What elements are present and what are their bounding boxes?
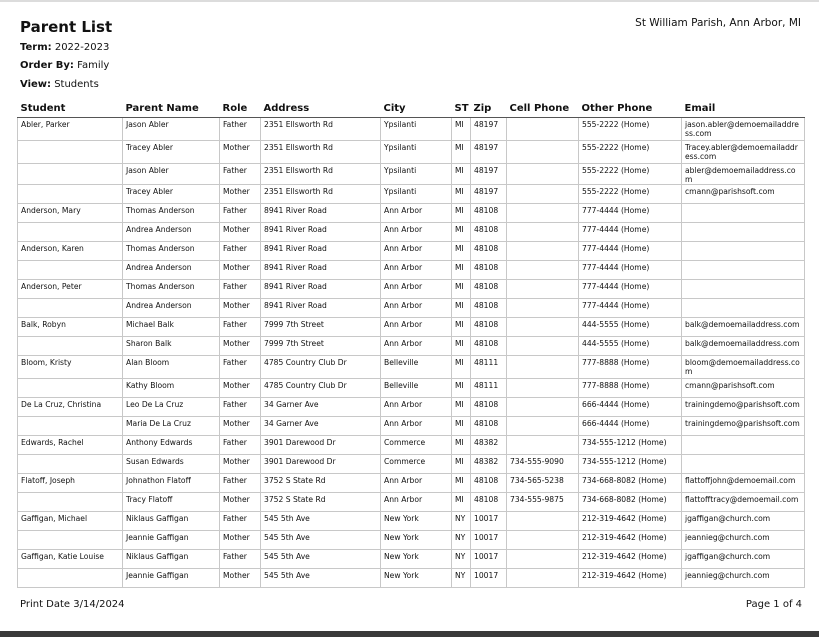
cell-state: MI [452,474,471,493]
table-row [18,261,805,280]
cell-other-phone: 212-319-4642 (Home) [579,569,682,588]
cell-role: Mother [220,261,261,280]
cell-parent-name: Thomas Anderson [123,204,220,223]
term-line [20,42,109,53]
cell-student [18,164,123,185]
cell-cell-phone [507,280,579,299]
cell-state: MI [452,223,471,242]
cell-zip: 48108 [471,493,507,512]
cell-role: Mother [220,337,261,356]
cell-role: Father [220,204,261,223]
cell-address: 8941 River Road [261,242,381,261]
cell-city: Commerce [381,455,452,474]
table-row [18,185,805,204]
cell-address: 3752 S State Rd [261,493,381,512]
cell-city: New York [381,512,452,531]
cell-student [18,531,123,550]
parish-name: St William Parish, Ann Arbor, MI [635,17,801,29]
cell-state: NY [452,531,471,550]
cell-parent-name: Andrea Anderson [123,299,220,318]
cell-address: 8941 River Road [261,223,381,242]
table-row [18,318,805,337]
cell-state: MI [452,417,471,436]
cell-role: Mother [220,185,261,204]
header-other-phone: Other Phone [579,98,682,118]
cell-state: NY [452,550,471,569]
cell-state: MI [452,141,471,164]
cell-student: De La Cruz, Christina [18,398,123,417]
table-row [18,398,805,417]
cell-student: Bloom, Kristy [18,356,123,379]
view-label: View: [20,79,52,90]
table-body [18,118,805,588]
cell-city: New York [381,531,452,550]
cell-role: Mother [220,141,261,164]
cell-email: abler@demoemailaddress.com [682,164,805,185]
cell-cell-phone [507,417,579,436]
cell-cell-phone [507,261,579,280]
cell-student [18,493,123,512]
cell-student: Flatoff, Joseph [18,474,123,493]
cell-state: MI [452,356,471,379]
cell-parent-name: Sharon Balk [123,337,220,356]
cell-state: MI [452,118,471,141]
cell-other-phone: 777-4444 (Home) [579,261,682,280]
cell-cell-phone [507,512,579,531]
order-value: Family [77,60,110,71]
cell-student: Gaffigan, Katie Louise [18,550,123,569]
table-row [18,474,805,493]
cell-role: Father [220,512,261,531]
cell-address: 3901 Darewood Dr [261,436,381,455]
cell-city: Ypsilanti [381,141,452,164]
cell-student [18,299,123,318]
table-row [18,118,805,141]
table-row [18,550,805,569]
cell-parent-name: Jason Abler [123,118,220,141]
cell-parent-name: Johnathon Flatoff [123,474,220,493]
order-label: Order By: [20,60,74,71]
cell-city: Ann Arbor [381,417,452,436]
table-row [18,493,805,512]
cell-role: Mother [220,299,261,318]
cell-parent-name: Andrea Anderson [123,261,220,280]
cell-address: 4785 Country Club Dr [261,356,381,379]
cell-email [682,242,805,261]
cell-city: Ann Arbor [381,493,452,512]
cell-other-phone: 555-2222 (Home) [579,118,682,141]
cell-other-phone: 777-4444 (Home) [579,223,682,242]
cell-parent-name: Tracey Abler [123,185,220,204]
cell-email: cmann@parishsoft.com [682,185,805,204]
cell-parent-name: Kathy Bloom [123,379,220,398]
table-row [18,455,805,474]
cell-address: 545 5th Ave [261,512,381,531]
cell-parent-name: Tracy Flatoff [123,493,220,512]
cell-other-phone: 777-4444 (Home) [579,242,682,261]
cell-other-phone: 212-319-4642 (Home) [579,531,682,550]
cell-other-phone: 555-2222 (Home) [579,164,682,185]
cell-student [18,417,123,436]
cell-email: jeannieg@church.com [682,531,805,550]
cell-email: cmann@parishsoft.com [682,379,805,398]
cell-role: Father [220,474,261,493]
cell-other-phone: 777-4444 (Home) [579,299,682,318]
cell-other-phone: 666-4444 (Home) [579,398,682,417]
cell-cell-phone: 734-555-9875 [507,493,579,512]
header-address: Address [261,98,381,118]
cell-role: Mother [220,493,261,512]
cell-zip: 48382 [471,455,507,474]
cell-role: Father [220,356,261,379]
cell-city: Ann Arbor [381,242,452,261]
table-row [18,242,805,261]
cell-state: NY [452,512,471,531]
cell-other-phone: 777-4444 (Home) [579,280,682,299]
term-label: Term: [20,42,52,53]
cell-state: MI [452,337,471,356]
top-border [0,0,819,2]
cell-role: Father [220,318,261,337]
cell-zip: 48108 [471,417,507,436]
cell-student [18,337,123,356]
cell-email: balk@demoemailaddress.com [682,337,805,356]
cell-other-phone: 666-4444 (Home) [579,417,682,436]
cell-email [682,204,805,223]
cell-address: 8941 River Road [261,299,381,318]
cell-parent-name: Jeannie Gaffigan [123,569,220,588]
cell-address: 3752 S State Rd [261,474,381,493]
table-row [18,204,805,223]
header-email: Email [682,98,805,118]
cell-zip: 48108 [471,318,507,337]
table-row [18,164,805,185]
cell-other-phone: 212-319-4642 (Home) [579,512,682,531]
cell-state: MI [452,261,471,280]
cell-address: 2351 Ellsworth Rd [261,164,381,185]
cell-address: 2351 Ellsworth Rd [261,185,381,204]
cell-parent-name: Thomas Anderson [123,242,220,261]
cell-zip: 48197 [471,141,507,164]
bottom-bar [0,631,819,637]
cell-cell-phone [507,299,579,318]
cell-other-phone: 444-5555 (Home) [579,337,682,356]
header-state: ST [452,98,471,118]
cell-student [18,569,123,588]
cell-city: Commerce [381,436,452,455]
header-city: City [381,98,452,118]
parent-list-table [17,98,805,588]
cell-parent-name: Niklaus Gaffigan [123,550,220,569]
cell-student [18,141,123,164]
cell-cell-phone [507,223,579,242]
cell-city: Belleville [381,356,452,379]
cell-city: Ann Arbor [381,398,452,417]
cell-address: 545 5th Ave [261,531,381,550]
cell-email: balk@demoemailaddress.com [682,318,805,337]
print-date: Print Date 3/14/2024 [20,599,125,610]
cell-parent-name: Andrea Anderson [123,223,220,242]
cell-other-phone: 777-4444 (Home) [579,204,682,223]
cell-email [682,299,805,318]
cell-state: MI [452,455,471,474]
cell-state: MI [452,299,471,318]
cell-state: NY [452,569,471,588]
cell-cell-phone [507,242,579,261]
cell-other-phone: 734-668-8082 (Home) [579,474,682,493]
cell-cell-phone [507,185,579,204]
cell-cell-phone [507,550,579,569]
cell-address: 545 5th Ave [261,569,381,588]
cell-address: 3901 Darewood Dr [261,455,381,474]
cell-city: Ypsilanti [381,185,452,204]
cell-student: Balk, Robyn [18,318,123,337]
cell-email: jgaffigan@church.com [682,550,805,569]
cell-cell-phone [507,337,579,356]
cell-city: Ann Arbor [381,337,452,356]
cell-other-phone: 734-555-1212 (Home) [579,436,682,455]
cell-role: Mother [220,223,261,242]
cell-state: MI [452,280,471,299]
cell-other-phone: 777-8888 (Home) [579,379,682,398]
cell-email [682,261,805,280]
cell-cell-phone [507,436,579,455]
cell-city: Ann Arbor [381,223,452,242]
header-role: Role [220,98,261,118]
cell-zip: 48108 [471,280,507,299]
cell-cell-phone [507,379,579,398]
cell-zip: 48108 [471,204,507,223]
cell-student: Abler, Parker [18,118,123,141]
cell-role: Father [220,118,261,141]
cell-student [18,185,123,204]
table-row [18,280,805,299]
cell-address: 2351 Ellsworth Rd [261,118,381,141]
cell-email: trainingdemo@parishsoft.com [682,417,805,436]
cell-cell-phone [507,356,579,379]
order-line [20,60,109,71]
cell-address: 8941 River Road [261,280,381,299]
cell-role: Mother [220,455,261,474]
cell-other-phone: 777-8888 (Home) [579,356,682,379]
cell-state: MI [452,493,471,512]
cell-student [18,455,123,474]
cell-other-phone: 734-668-8082 (Home) [579,493,682,512]
cell-address: 4785 Country Club Dr [261,379,381,398]
cell-zip: 48108 [471,261,507,280]
cell-parent-name: Tracey Abler [123,141,220,164]
cell-parent-name: Niklaus Gaffigan [123,512,220,531]
table-row [18,223,805,242]
cell-zip: 48111 [471,356,507,379]
cell-city: Ann Arbor [381,204,452,223]
cell-role: Father [220,242,261,261]
cell-city: Belleville [381,379,452,398]
cell-address: 545 5th Ave [261,550,381,569]
cell-other-phone: 444-5555 (Home) [579,318,682,337]
view-line [20,79,99,90]
cell-email: jason.abler@demoemailaddress.com [682,118,805,141]
table-row [18,356,805,379]
term-value: 2022-2023 [54,42,110,53]
cell-zip: 48197 [471,185,507,204]
cell-cell-phone [507,141,579,164]
cell-zip: 48111 [471,379,507,398]
cell-state: MI [452,398,471,417]
cell-email: bloom@demoemailaddress.com [682,356,805,379]
cell-zip: 48197 [471,118,507,141]
cell-cell-phone [507,569,579,588]
cell-email: flattofftracy@demoemail.com [682,493,805,512]
cell-role: Father [220,550,261,569]
cell-address: 2351 Ellsworth Rd [261,141,381,164]
cell-parent-name: Susan Edwards [123,455,220,474]
cell-zip: 48382 [471,436,507,455]
cell-email [682,455,805,474]
cell-email: flattoffjohn@demoemail.com [682,474,805,493]
cell-state: MI [452,436,471,455]
cell-parent-name: Thomas Anderson [123,280,220,299]
cell-student [18,261,123,280]
cell-cell-phone: 734-565-5238 [507,474,579,493]
table-row [18,379,805,398]
cell-cell-phone [507,318,579,337]
table-row [18,141,805,164]
cell-role: Father [220,436,261,455]
cell-cell-phone: 734-555-9090 [507,455,579,474]
cell-email [682,436,805,455]
cell-city: New York [381,550,452,569]
table-row [18,569,805,588]
cell-other-phone: 212-319-4642 (Home) [579,550,682,569]
cell-address: 7999 7th Street [261,337,381,356]
cell-zip: 10017 [471,531,507,550]
header-cell-phone: Cell Phone [507,98,579,118]
cell-email: jeannieg@church.com [682,569,805,588]
cell-city: Ann Arbor [381,280,452,299]
cell-role: Mother [220,531,261,550]
table-row [18,436,805,455]
cell-parent-name: Maria De La Cruz [123,417,220,436]
cell-cell-phone [507,204,579,223]
cell-state: MI [452,185,471,204]
cell-role: Mother [220,569,261,588]
table-row [18,531,805,550]
cell-zip: 48108 [471,474,507,493]
header-zip: Zip [471,98,507,118]
cell-email [682,223,805,242]
cell-student: Anderson, Peter [18,280,123,299]
cell-parent-name: Michael Balk [123,318,220,337]
cell-parent-name: Jason Abler [123,164,220,185]
cell-zip: 48108 [471,337,507,356]
cell-parent-name: Anthony Edwards [123,436,220,455]
cell-role: Father [220,398,261,417]
cell-zip: 48108 [471,299,507,318]
cell-student [18,379,123,398]
cell-zip: 10017 [471,512,507,531]
cell-email: trainingdemo@parishsoft.com [682,398,805,417]
cell-state: MI [452,379,471,398]
view-value: Students [54,79,99,90]
cell-address: 7999 7th Street [261,318,381,337]
cell-city: Ypsilanti [381,118,452,141]
cell-cell-phone [507,398,579,417]
cell-cell-phone [507,531,579,550]
cell-role: Mother [220,379,261,398]
table-row [18,337,805,356]
table-row [18,417,805,436]
cell-city: Ann Arbor [381,299,452,318]
cell-student: Anderson, Karen [18,242,123,261]
cell-city: Ann Arbor [381,474,452,493]
cell-state: MI [452,318,471,337]
cell-zip: 48108 [471,398,507,417]
cell-city: Ann Arbor [381,261,452,280]
cell-student: Edwards, Rachel [18,436,123,455]
cell-other-phone: 555-2222 (Home) [579,141,682,164]
cell-role: Father [220,164,261,185]
cell-role: Father [220,280,261,299]
cell-zip: 10017 [471,550,507,569]
page-number: Page 1 of 4 [745,599,802,610]
cell-state: MI [452,164,471,185]
cell-email: jgaffigan@church.com [682,512,805,531]
cell-role: Mother [220,417,261,436]
cell-address: 34 Garner Ave [261,398,381,417]
table-row [18,512,805,531]
cell-city: Ypsilanti [381,164,452,185]
header-student: Student [18,98,123,118]
cell-state: MI [452,242,471,261]
cell-email [682,280,805,299]
cell-zip: 48108 [471,223,507,242]
cell-address: 34 Garner Ave [261,417,381,436]
cell-parent-name: Alan Bloom [123,356,220,379]
cell-other-phone: 555-2222 (Home) [579,185,682,204]
cell-zip: 48197 [471,164,507,185]
report-title: Parent List [20,18,113,36]
cell-student [18,223,123,242]
table-row [18,299,805,318]
cell-city: New York [381,569,452,588]
cell-zip: 48108 [471,242,507,261]
cell-parent-name: Jeannie Gaffigan [123,531,220,550]
cell-student: Gaffigan, Michael [18,512,123,531]
cell-address: 8941 River Road [261,261,381,280]
cell-zip: 10017 [471,569,507,588]
cell-city: Ann Arbor [381,318,452,337]
cell-state: MI [452,204,471,223]
cell-cell-phone [507,118,579,141]
cell-email: Tracey.abler@demoemailaddress.com [682,141,805,164]
cell-cell-phone [507,164,579,185]
table-header-row [18,98,805,118]
cell-address: 8941 River Road [261,204,381,223]
cell-other-phone: 734-555-1212 (Home) [579,455,682,474]
cell-student: Anderson, Mary [18,204,123,223]
cell-parent-name: Leo De La Cruz [123,398,220,417]
header-parent-name: Parent Name [123,98,220,118]
